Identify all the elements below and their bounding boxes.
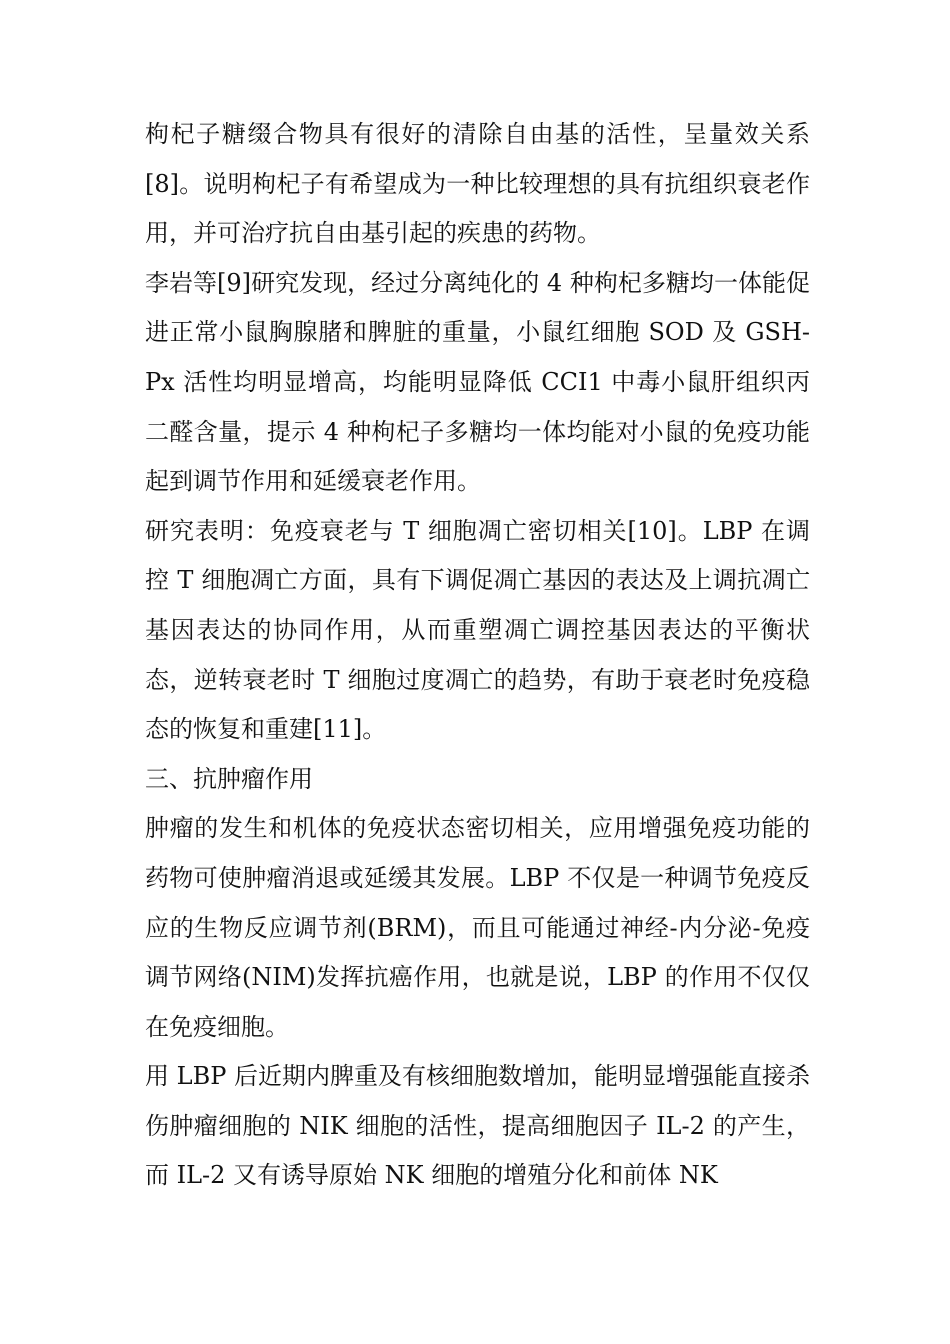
paragraph-lbp-nk-cells: 用 LBP 后近期内脾重及有核细胞数增加，能明显增强能直接杀伤肿瘤细胞的 NIK 细胞的活性，提高细胞因子 IL-2 的产生，而 IL-2 又有诱导原始 NK 细胞的增殖分化和前体 NK xyxy=(145,1062,810,1190)
paragraph-immune-aging: 研究表明：免疫衰老与 T 细胞凋亡密切相关[10]。LBP 在调控 T 细胞凋亡方面，具有下调促凋亡基因的表达及上调抗凋亡基因表达的协同作用，从而重塑凋亡调控基因表达的平衡状态，逆转衰老时 T 细胞过度凋亡的趋势，有助于衰老时免疫稳态的恢复和重建[11]。 xyxy=(145,516,810,744)
section-heading-antitumor: 三、抗肿瘤作用 xyxy=(145,764,313,793)
paragraph-free-radical: 枸杞子糖缀合物具有很好的清除自由基的活性，呈量效关系[8]。说明枸杞子有希望成为一种比较理想的具有抗组织衰老作用，并可治疗抗自由基引起的疾患的药物。 xyxy=(145,120,810,248)
paragraph-tumor-immunity: 肿瘤的发生和机体的免疫状态密切相关，应用增强免疫功能的药物可使肿瘤消退或延缓其发展。LBP 不仅是一种调节免疫反应的生物反应调节剂(BRM)，而且可能通过神经-内分泌-免疫调节网络(NIM)发挥抗癌作用，也就是说，LBP 的作用不仅仅在免疫细胞。 xyxy=(145,814,810,1041)
document-page xyxy=(145,110,810,1201)
paragraph-li-yan-study: 李岩等[9]研究发现，经过分离纯化的 4 种枸杞多糖均一体能促进正常小鼠胸腺䐗和脾脏的重量，小鼠红细胞 SOD 及 GSH-Px 活性均明显增高，均能明显降低 CCI1 中毒小鼠肝组织丙二醛含量，提示 4 种枸杞子多糖均一体均能对小鼠的免疫功能起到调节作用和延缓衰老作用。 xyxy=(145,268,810,496)
